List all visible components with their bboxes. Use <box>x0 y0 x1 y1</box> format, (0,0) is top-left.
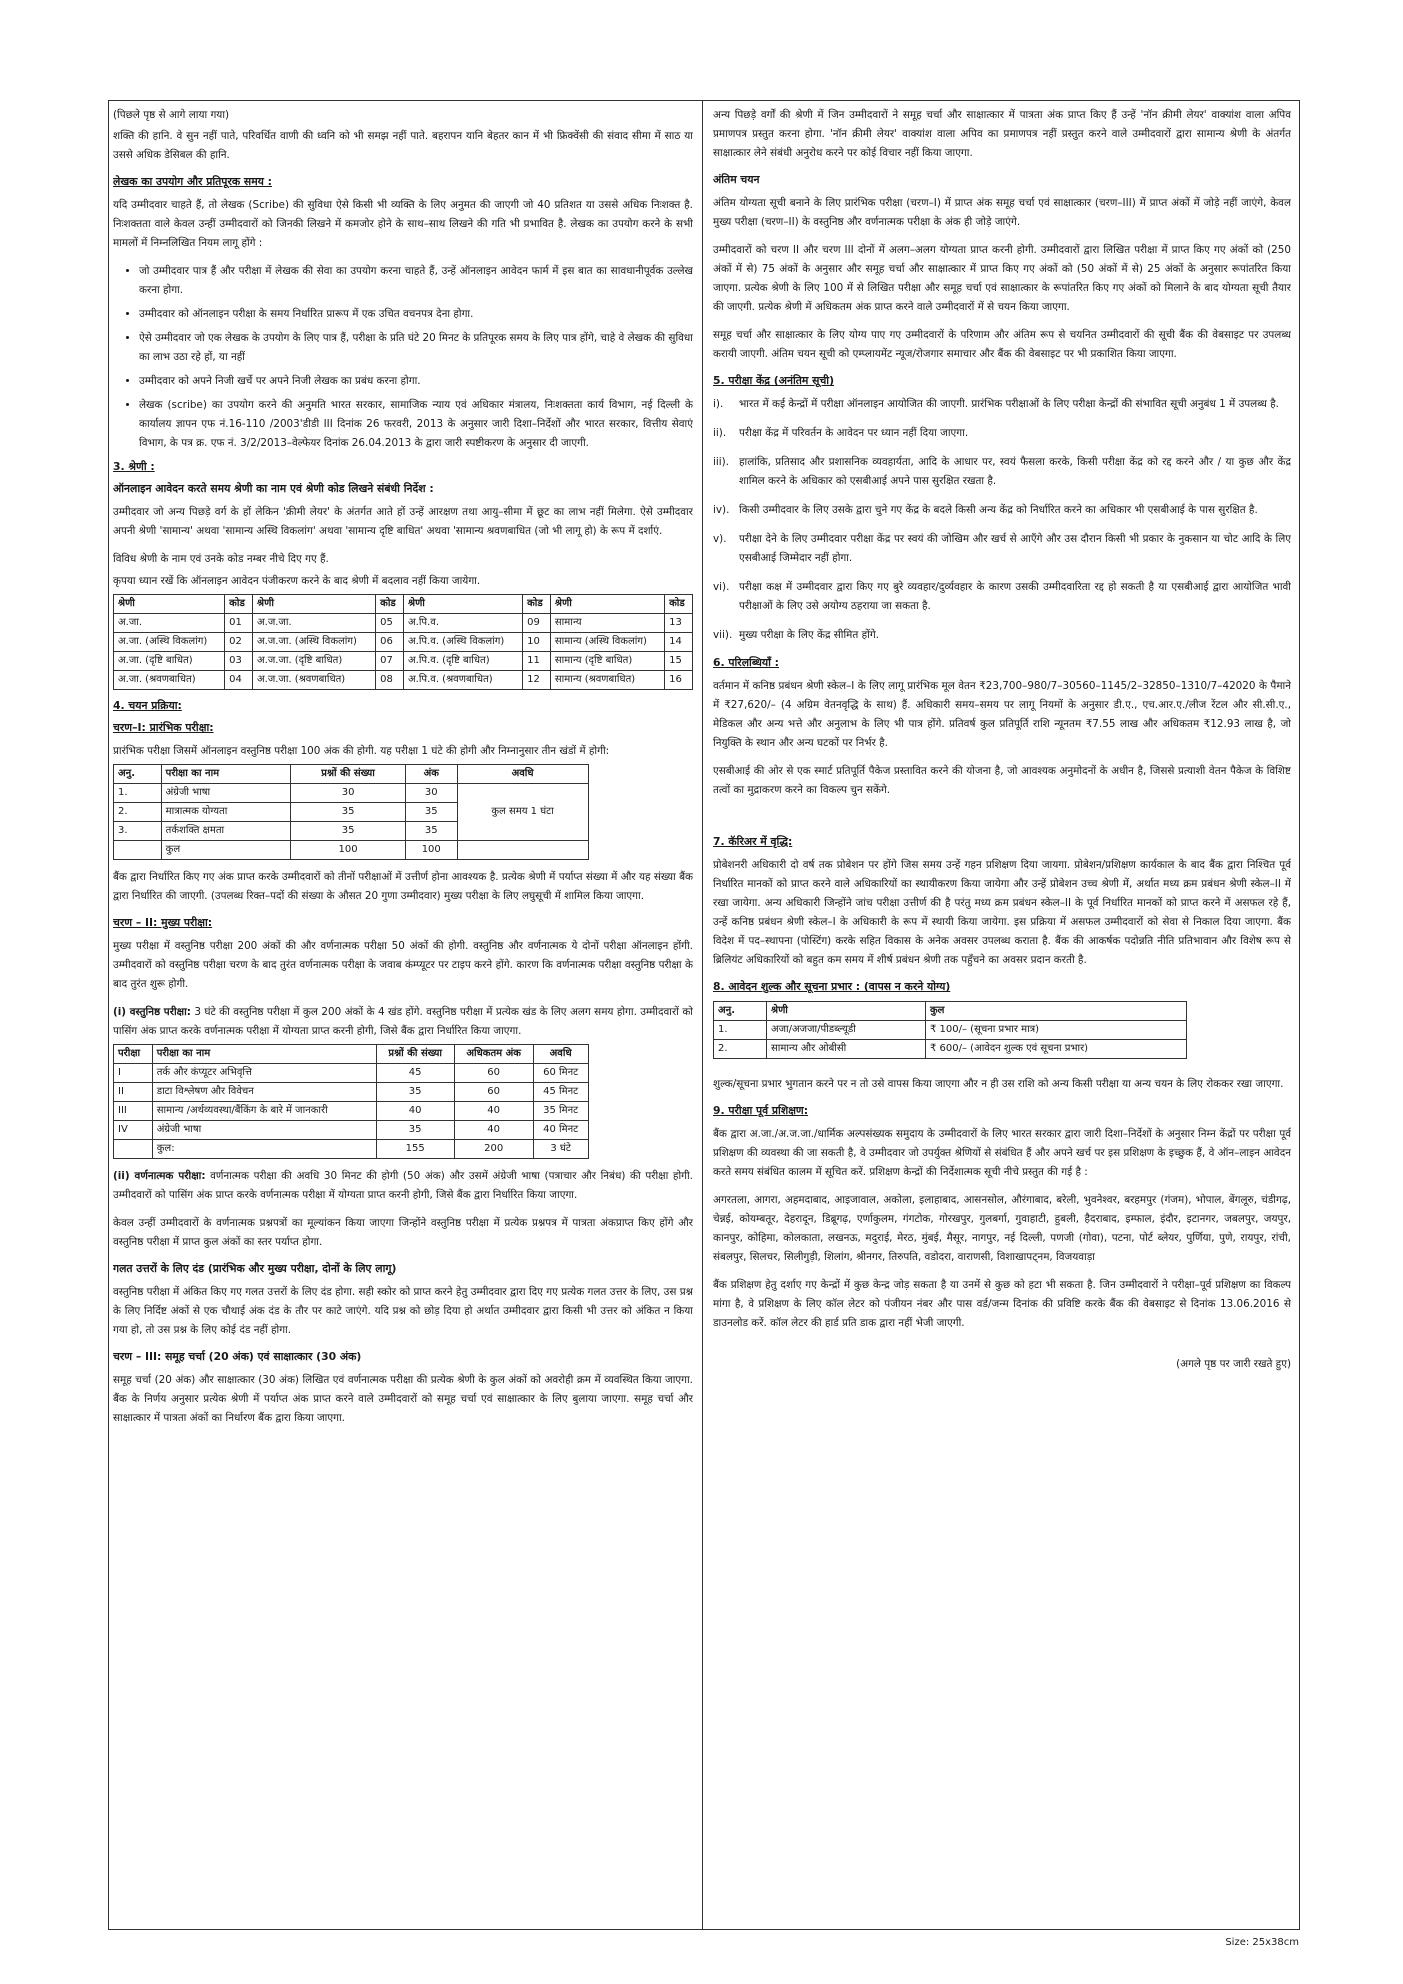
emoluments-para: वर्तमान में कनिष्ठ प्रबंधन श्रेणी स्केल–I के लिए लागू प्रारंभिक मूल वेतन ₹23,700–980/7–30560–1145/2–32850–1310/7–42020 के पैमाने में ₹27,620/– (4 अग्रिम वेतनवृद्धि के साथ) हैं. अधिकारी समय–समय पर लागू नियमों के अनुसार डी.ए., एच.आर.ए./लीज रेंटल और सी.सी.ए., मेडिकल और अन्य भत्ते और अनुलाभ के लिए भी पात्र होंगे. प्रतिवर्ष कुल प्रतिपूर्ति राशि न्यूनतम ₹7.55 लाख और अधिकतम ₹12.93 लाख है, जो नियुक्ति के स्थान और अन्य घटकों पर निर्भर है. <box>713 680 1291 749</box>
table-row <box>114 841 589 860</box>
list-number: v). <box>713 533 727 545</box>
table-cell: अ.जा. <box>114 614 225 633</box>
emoluments-heading: 6. परिलब्धियाँ : <box>713 656 779 669</box>
table-cell: 10 <box>523 633 551 652</box>
table-cell: 60 <box>454 1064 533 1083</box>
table-cell: सामान्य (श्रवणबाधित) <box>550 671 664 690</box>
list-item: • ऐसे उम्मीदवार जो एक लेखक के उपयोग के लिए पात्र हैं, परीक्षा के प्रति घंटे 20 मिनट के प्रतिपूरक समय के लिए पात्र होंगे, चाहे वे लेखक की सुविधा का लाभ उठा रहे हों, या नहीं <box>139 329 693 367</box>
list-item <box>713 626 1291 645</box>
table-cell: 3 घंटे <box>533 1140 588 1159</box>
table-cell: 45 <box>376 1064 454 1083</box>
final-para: समूह चर्चा और साक्षात्कार के लिए योग्य पाए गए उम्मीदवारों के परिणाम और अंतिम रूप से चयनित उम्मीदवारों की सूची बैंक की वेबसाइट पर उपलब्ध करायी जाएगी. अंतिम चयन सूची को एम्प्लायमेंट न्यूज/रोजगार समाचार और बैंक की वेबसाइट पर भी प्रकाशित किया जाएगा. <box>713 329 1291 360</box>
table-cell: 08 <box>376 671 404 690</box>
list-item <box>713 453 1291 491</box>
table-cell: अ.जा. (श्रवणबाधित) <box>114 671 225 690</box>
table-cell: ₹ 600/– (आवेदन शुल्क एवं सूचना प्रभार) <box>926 1040 1187 1059</box>
table-cell: कुल: <box>152 1140 376 1159</box>
category-subheading: ऑनलाइन आवेदन करते समय श्रेणी का नाम एवं श्रेणी कोड लिखने संबंधी निर्देश : <box>113 482 434 495</box>
list-text: मुख्य परीक्षा के लिए केंद्र सीमित होंगे. <box>739 629 879 641</box>
table-cell: 35 <box>291 803 406 822</box>
table-header: अवधि <box>457 765 588 784</box>
training-para: बैंक प्रशिक्षण हेतु दर्शाए गए केन्द्रों में कुछ केन्द्र जोड़ सकता है या उनमें से कुछ को हटा भी सकता है. जिन उम्मीदवारों ने परीक्षा–पूर्व प्रशिक्षण का विकल्प मांगा है, वे प्रशिक्षण के लिए कॉल लेटर को पंजीयन नंबर और पास वर्ड/जन्म दिनांक की प्रविष्टि करके बैंक की वेबसाइट से दिनांक 13.06.2016 से डाउनलोड करें. कॉल लेटर की हार्ड प्रति डाक द्वारा नहीं भेजी जाएगी. <box>713 1279 1291 1329</box>
objective-text: 3 घंटे की वस्तुनिष्ठ परीक्षा में कुल 200 अंकों के 4 खंड होंगे. वस्तुनिष्ठ परीक्षा में प्रत्येक खंड के लिए अलग समय होगा. उम्मीदवारों को पासिंग अंक प्राप्त करके वर्णनात्मक परीक्षा में योग्यता प्राप्त करनी होगी, जिसे बैंक द्वारा निर्धारित किया जाएगा. <box>113 1006 693 1037</box>
table-cell: 03 <box>225 652 253 671</box>
category-para: विविध श्रेणी के नाम एवं उनके कोड नम्बर नीचे दिए गए हैं. <box>113 553 329 565</box>
table-header: कोड <box>665 595 693 614</box>
table-header: श्रेणी <box>114 595 225 614</box>
stage1-heading: चरण–I: प्रारंभिक परीक्षा: <box>113 721 214 734</box>
stage3-heading: चरण – III: समूह चर्चा (20 अंक) एवं साक्षात्कार (30 अंक) <box>113 1350 362 1363</box>
continued-next-note: (अगले पृष्ठ पर जारी रखते हुए) <box>1176 1358 1291 1370</box>
list-item <box>713 395 1291 414</box>
table-cell: अंग्रेजी भाषा <box>161 784 291 803</box>
selection-heading: 4. चयन प्रक्रिया: <box>113 699 182 712</box>
table-cell: 60 मिनट <box>533 1064 588 1083</box>
table-header: अनु. <box>714 1002 767 1021</box>
table-cell: सामान्य <box>550 614 664 633</box>
table-cell: 2. <box>714 1040 767 1059</box>
table-cell: 2. <box>114 803 162 822</box>
table-cell: अंग्रेजी भाषा <box>152 1121 376 1140</box>
table-cell: 07 <box>376 652 404 671</box>
prelim-table <box>113 764 589 860</box>
table-header-row <box>714 1002 1187 1021</box>
list-text: परीक्षा केंद्र में परिवर्तन के आवेदन पर ध्यान नहीं दिया जाएगा. <box>739 427 969 439</box>
descriptive-label: (ii) वर्णनात्मक परीक्षा: <box>113 1170 206 1182</box>
intro-para: शक्ति की हानि. वे सुन नहीं पाते, परिवर्धित वाणी की ध्वनि को भी समझ नहीं पाते. बहरापन यानि बेहतर कान में भी फ्रिक्वेंसी की संवाद सीमा में साठ या उससे अधिक डेसिबल की हानि. <box>113 130 693 161</box>
stage1-para: बैंक द्वारा निर्धारित किए गए अंक प्राप्त करके उम्मीदवारों को तीनों परीक्षाओं में उत्तीर्ण होना आवश्यक है. प्रत्येक श्रेणी में पर्याप्त संख्या में और यह संख्या बैंक द्वारा निर्धारित की जाएगी. (उपलब्ध रिक्त–पदों की संख्या के औसत 20 गुणा उम्मीदवार) मुख्य परीक्षा के लिए लघुसूची में शामिल किया जाएगा. <box>113 871 693 902</box>
category-para: कृपया ध्यान रखें कि ऑनलाइन आवेदन पंजीकरण करने के बाद श्रेणी में बदलाव नहीं किया जायेगा. <box>113 575 481 587</box>
table-cell: 100 <box>291 841 406 860</box>
table-header: कोड <box>523 595 551 614</box>
stage1-para: प्रारंभिक परीक्षा जिसमें ऑनलाइन वस्तुनिष्ठ परीक्षा 100 अंक की होगी. यह परीक्षा 1 घंटे की होगी और निम्नानुसार तीन खंडों में होगी: <box>113 745 610 757</box>
table-cell: 06 <box>376 633 404 652</box>
table-header: प्रश्नों की संख्या <box>376 1045 454 1064</box>
continued-note: (पिछले पृष्ठ से आगे लाया गया) <box>113 109 230 121</box>
table-cell: अ.जा. (अस्थि विकलांग) <box>114 633 225 652</box>
table-cell: III <box>114 1102 153 1121</box>
table-cell: 35 मिनट <box>533 1102 588 1121</box>
table-cell: 04 <box>225 671 253 690</box>
right-column <box>713 106 1291 1924</box>
stage3-para: समूह चर्चा (20 अंक) और साक्षात्कार (30 अंक) लिखित एवं वर्णनात्मक परीक्षा की प्रत्येक श्रेणी के कुल अंकों को अवरोही क्रम में व्यवस्थित किया जाएगा. बैंक के निर्णय अनुसार प्रत्येक श्रेणी में पर्याप्त अंक प्राप्त करने वाले उम्मीदवारों को समूह चर्चा एवं साक्षात्कार के लिए बुलाया जाएगा. समूह चर्चा और साक्षात्कार में पात्रता अंकों का निर्धारण बैंक द्वारा किया जाएगा. <box>113 1374 693 1424</box>
table-cell: 45 मिनट <box>533 1083 588 1102</box>
left-column <box>113 106 693 1924</box>
table-cell: 100 <box>405 841 457 860</box>
table-header-row <box>114 595 693 614</box>
obc-para: अन्य पिछड़े वर्गों की श्रेणी में जिन उम्मीदवारों ने समूह चर्चा और साक्षात्कार में पात्रता अंक प्राप्त किए हैं उन्हें 'नॉन क्रीमी लेयर' वाक्यांश वाला अपिव प्रमाणपत्र प्रस्तुत करना होगा. 'नॉन क्रीमी लेयर' वाक्यांश वाला अपिव का प्रमाणपत्र नहीं प्रस्तुत करने वाले उम्मीदवारों द्वारा सामान्य श्रेणी के अंतर्गत साक्षात्कार लेने संबंधी अनुरोध करने पर कोई विचार नहीं किया जाएगा. <box>713 109 1291 159</box>
table-cell: 35 <box>376 1121 454 1140</box>
list-item <box>713 578 1291 616</box>
table-cell: II <box>114 1083 153 1102</box>
table-cell: अ.पि.व. (दृष्टि बाधित) <box>404 652 523 671</box>
table-header: प्रश्नों की संख्या <box>291 765 406 784</box>
table-header: परीक्षा का नाम <box>161 765 291 784</box>
table-cell: तर्क और कंप्यूटर अभिवृत्ति <box>152 1064 376 1083</box>
table-header: परीक्षा का नाम <box>152 1045 376 1064</box>
table-row <box>114 633 693 652</box>
table-cell: अ.पि.व. <box>404 614 523 633</box>
category-table <box>113 594 693 690</box>
table-header-row <box>114 765 589 784</box>
table-header: परीक्षा <box>114 1045 153 1064</box>
scribe-heading: लेखक का उपयोग और प्रतिपूरक समय : <box>113 175 273 188</box>
table-cell: 15 <box>665 652 693 671</box>
table-cell: 16 <box>665 671 693 690</box>
objective-para <box>113 1003 693 1041</box>
table-cell: अ.पि.व. (श्रवणबाधित) <box>404 671 523 690</box>
table-cell: अ.ज.जा. (श्रवणबाधित) <box>253 671 376 690</box>
table-header: श्रेणी <box>767 1002 926 1021</box>
table-cell <box>114 1140 153 1159</box>
stage2-heading: चरण – II: मुख्य परीक्षा: <box>113 916 213 929</box>
fee-para: शुल्क/सूचना प्रभार भुगतान करने पर न तो उसे वापस किया जाएगा और न ही उस राशि को अन्य किसी परीक्षा या अन्य चयन के लिए रोककर रखा जाएगा. <box>713 1078 1284 1090</box>
list-item <box>713 501 1291 520</box>
list-number: ii). <box>713 427 727 439</box>
table-cell: 05 <box>376 614 404 633</box>
final-para: उम्मीदवारों को चरण II और चरण III दोनों में अलग–अलग योग्यता प्राप्त करनी होगी. उम्मीदवारों द्वारा लिखित परीक्षा में प्राप्त किए गए अंकों को (250 अंकों में से) 75 अंकों के अनुसार और समूह चर्चा और साक्षात्कार में प्राप्त किए गए अंकों को (50 अंकों में से) 25 अंकों के अनुसार रूपांतरित किया जाएगा. प्रत्येक श्रेणी के लिए 100 में से लिखित परीक्षा और समूह चर्चा एवं साक्षात्कार के रूपांतरित किए गए अंकों को मिलाने के बाद योग्यता सूची तैयार की जाएगी. प्रत्येक श्रेणी में अधिकतम अंक प्राप्त करने वाले उम्मीदवारों में से चयन किया जाएगा. <box>713 244 1291 313</box>
table-header: श्रेणी <box>550 595 664 614</box>
table-cell: 02 <box>225 633 253 652</box>
scribe-bullets <box>113 262 693 453</box>
table-cell: 40 मिनट <box>533 1121 588 1140</box>
list-item <box>713 424 1291 443</box>
category-para: उम्मीदवार जो अन्य पिछड़े वर्ग के हों लेकिन 'क्रीमी लेयर' के अंतर्गत आते हों उन्हें आरक्षण तथा आयु–सीमा में छूट का लाभ नहीं मिलेगा. ऐसे उम्मीदवार अपनी श्रेणी 'सामान्य' अथवा 'सामान्य अस्थि विकलांग' अथवा 'सामान्य दृष्टि बाधित' अथवा 'सामान्य श्रवणबाधित (जो भी लागू हो) के रूप में दर्शाएं. <box>113 506 693 537</box>
table-cell: 40 <box>376 1102 454 1121</box>
final-para: अंतिम योग्यता सूची बनाने के लिए प्रारंभिक परीक्षा (चरण–I) में प्राप्त अंक समूह चर्चा एवं साक्षात्कार (चरण–III) में प्राप्त अंकों में जोड़े नहीं जाएंगे, केवल मुख्य परीक्षा (चरण–II) के वस्तुनिष्ठ और वर्णनात्मक परीक्षा के अंक ही जोड़े जाएंगे. <box>713 197 1291 228</box>
table-row <box>114 1121 589 1140</box>
main-exam-table <box>113 1044 589 1159</box>
table-row <box>114 614 693 633</box>
training-centres: अगरतला, आगरा, अहमदाबाद, आइजावाल, अकोला, इलाहाबाद, आसनसोल, औरंगाबाद, बरेली, भुवनेश्वर, बरहमपुर (गंजम), भोपाल, बेंगलूरु, चंडीगढ़, चेन्नई, कोयम्बतूर, देहरादून, डिब्रूगढ़, एर्णाकुलम, गंगटोक, गोरखपुर, गुलबर्गा, गुवाहाटी, हुबली, हैदराबाद, इम्फाल, इंदौर, इटानगर, जबलपुर, जयपुर, कानपुर, कोहिमा, कोलकाता, लखनऊ, मदुराई, मेरठ, मुंबई, मैसूर, नागपुर, नई दिल्ली, पणजी (गोवा), पटना, पोर्ट ब्लेयर, पुर्णिया, पुणे, रायपुर, रांची, संबलपुर, सिलचर, सिलीगुड़ी, शिलांग, श्रीनगर, तिरुपति, वडोदरा, वाराणसी, विशाखापट्नम, विजयवाड़ा <box>713 1194 1291 1263</box>
table-cell: 13 <box>665 614 693 633</box>
table-cell: 200 <box>454 1140 533 1159</box>
list-item: • जो उम्मीदवार पात्र हैं और परीक्षा में लेखक की सेवा का उपयोग करना चाहते हैं, उन्हें ऑनलाइन आवेदन फार्म में इस बात का सावधानीपूर्वक उल्लेख करना होगा. <box>139 262 693 300</box>
list-number: iv). <box>713 504 730 516</box>
table-header: श्रेणी <box>253 595 376 614</box>
list-number: vi). <box>713 581 730 593</box>
table-cell: 1. <box>114 784 162 803</box>
table-cell <box>457 841 588 860</box>
table-cell: तर्कशक्ति क्षमता <box>161 822 291 841</box>
list-item: • उम्मीदवार को अपने निजी खर्चे पर अपने निजी लेखक का प्रबंध करना होगा. <box>139 372 693 391</box>
table-cell: IV <box>114 1121 153 1140</box>
table-row <box>114 784 589 803</box>
emoluments-para: एसबीआई की ओर से एक स्मार्ट प्रतिपूर्ति पैकेज प्रस्तावित करने की योजना है, जो आवश्यक अनुमोदनों के अधीन है, जिससे प्रत्याशी वेतन पैकेज के विशिष्ट तत्वों का मुद्राकरण करने का विकल्प चुन सकेंगे. <box>713 765 1291 796</box>
table-row <box>114 1083 589 1102</box>
table-cell: 01 <box>225 614 253 633</box>
table-row <box>114 652 693 671</box>
list-text: भारत में कई केन्द्रों में परीक्षा ऑनलाइन आयोजित की जाएगी. प्रारंभिक परीक्षाओं के लिए परीक्षा केन्द्रों की संभावित सूची अनुबंध 1 में उपलब्ध है. <box>739 398 1279 410</box>
list-text: हालांकि, प्रतिसाद और प्रशासनिक व्यवहार्यता, आदि के आधार पर, स्वयं फैसला करके, किसी परीक्षा केंद्र को रद्द करने और / या कुछ और केंद्र शामिल करने के अधिकार को एसबीआई अपने पास सुरक्षित रखता है. <box>739 456 1291 487</box>
career-heading: 7. कॅरिअर में वृद्धि: <box>713 835 793 848</box>
descriptive-para: केवल उन्हीं उम्मीदवारों के वर्णनात्मक प्रश्नपत्रों का मूल्यांकन किया जाएगा जिन्होंने वस्तुनिष्ठ परीक्षा में प्रत्येक प्रश्नपत्र में पात्रता अंकप्राप्त किए होंगे और वस्तुनिष्ठ परीक्षा में प्राप्त कुल अंकों का स्तर पर्याप्त होगा. <box>113 1217 693 1248</box>
table-header: अनु. <box>114 765 162 784</box>
table-header: श्रेणी <box>404 595 523 614</box>
descriptive-para <box>113 1167 693 1205</box>
table-cell: अ.ज.जा. (अस्थि विकलांग) <box>253 633 376 652</box>
fee-table <box>713 1001 1187 1059</box>
table-row <box>714 1021 1187 1040</box>
table-cell: सामान्य /अर्थव्यवस्था/बैंकिंग के बारे में जानकारी <box>152 1102 376 1121</box>
penalty-para: वस्तुनिष्ठ परीक्षा में अंकित किए गए गलत उत्तरों के लिए दंड होगा. सही स्कोर को प्राप्त करने हेतु उम्मीदवार द्वारा दिए गए प्रत्येक गलत उत्तर के लिए, उस प्रश्न के लिए निर्दिष्ट अंकों से एक चौथाई अंक दंड के तौर पर काटे जाएंगे. यदि प्रश्न को छोड़ दिया हो अर्थात उम्मीदवार द्वारा किसी भी उत्तर को अंकित न किया गया हो, तो उस प्रश्न के लिए कोई दंड नहीं होगा. <box>113 1286 693 1336</box>
table-cell <box>114 841 162 860</box>
table-cell: 1. <box>714 1021 767 1040</box>
list-text: परीक्षा देने के लिए उम्मीदवार परीक्षा केंद्र पर स्वयं की जोखिम और खर्च से आएँगे और उस दौरान किसी भी प्रकार के नुकसान या चोट आदि के लिए एसबीआई जिम्मेदार नहीं होगा. <box>739 533 1291 564</box>
list-item: • उम्मीदवार को ऑनलाइन परीक्षा के समय निर्धारित प्रारूप में एक उचित वचनपत्र देना होगा. <box>139 305 693 324</box>
table-row <box>714 1040 1187 1059</box>
table-cell: 35 <box>405 822 457 841</box>
category-heading: 3. श्रेणी : <box>113 460 155 473</box>
table-cell: अ.ज.जा. <box>253 614 376 633</box>
duration-cell: कुल समय 1 घंटा <box>457 784 588 841</box>
list-text: किसी उम्मीदवार के लिए उसके द्वारा चुने गए केंद्र के बदले किसी अन्य केंद्र को निर्धारित करने का अधिकार भी एसबीआई के पास सुरक्षित है. <box>739 504 1258 516</box>
table-cell: 30 <box>405 784 457 803</box>
scribe-para: यदि उम्मीदवार चाहते हैं, तो लेखक (Scribe) की सुविधा ऐसे किसी भी व्यक्ति के लिए अनुमत की जाएगी जो 40 प्रतिशत या उससे अधिक निःशक्त है. निःशक्तता वाले केवल उन्हीं उम्मीदवारों को जिनकी लिखने में कमजोर होने के साथ–साथ लिखने की गति भी प्रभावित है. लेखक का उपयोग करने के सभी मामलों में निम्नलिखित नियम लागू होंगे : <box>113 199 693 249</box>
table-cell: 09 <box>523 614 551 633</box>
training-heading: 9. परीक्षा पूर्व प्रशिक्षण: <box>713 1104 809 1117</box>
table-row <box>114 671 693 690</box>
table-cell: सामान्य (दृष्टि बाधित) <box>550 652 664 671</box>
table-row <box>114 1140 589 1159</box>
list-number: vii). <box>713 629 733 641</box>
table-cell: 155 <box>376 1140 454 1159</box>
table-cell: सामान्य (अस्थि विकलांग) <box>550 633 664 652</box>
descriptive-text: वर्णनात्मक परीक्षा की अवधि 30 मिनट की होगी (50 अंक) और उसमें अंग्रेजी भाषा (पत्राचार और निबंध) की परीक्षा होगी. उम्मीदवारों को पासिंग अंक प्राप्त करके वर्णनात्मक परीक्षा में योग्यता प्राप्त करनी होगी, जिसे बैंक द्वारा निर्धारित किया जाएगा. <box>113 1170 693 1201</box>
page-size-label: Size: 25x38cm <box>1225 1937 1299 1948</box>
table-cell: 35 <box>376 1083 454 1102</box>
table-cell: 11 <box>523 652 551 671</box>
fee-heading: 8. आवेदन शुल्क और सूचना प्रभार : (वापस न करने योग्य) <box>713 980 951 993</box>
list-number: iii). <box>713 456 730 468</box>
table-cell: I <box>114 1064 153 1083</box>
list-text: परीक्षा कक्ष में उम्मीदवार द्वारा किए गए बुरे व्यवहार/दुर्व्यवहार के कारण उसकी उम्मीदवारिता रद्द हो सकती है या एसबीआई द्वारा आयोजित भावी परीक्षाओं के लिए उसे अयोग्य ठहराया जा सकता है. <box>739 581 1291 612</box>
table-cell: अ.ज.जा. (दृष्टि बाधित) <box>253 652 376 671</box>
centre-heading: 5. परीक्षा केंद्र (अनंतिम सूची) <box>713 374 835 387</box>
table-cell: 60 <box>454 1083 533 1102</box>
penalty-heading: गलत उत्तरों के लिए दंड (प्रारंभिक और मुख्य परीक्षा, दोनों के लिए लागू) <box>113 1262 397 1275</box>
column-divider <box>702 100 703 1930</box>
table-cell: 12 <box>523 671 551 690</box>
table-cell: अ.जा. (दृष्टि बाधित) <box>114 652 225 671</box>
table-header: कुल <box>926 1002 1187 1021</box>
career-para: प्रोबेशनरी अधिकारी दो वर्ष तक प्रोबेशन पर होंगे जिस समय उन्हें गहन प्रशिक्षण दिया जायगा. प्रोबेशन/प्रशिक्षण कार्यकाल के बाद बैंक द्वारा निश्चित पूर्व निर्धारित मानकों को प्राप्त करने वाले अधिकारियों का स्थायीकरण किया जायेगा और उन्हें प्रोबेशन उच्च श्रेणी में, अर्थात मध्य क्रम प्रबंधन श्रेणी स्केल–II में रखा जायेगा. अन्य अधिकारी जिन्होंने जांच परीक्षा उत्तीर्ण की है परंतु मध्य क्रम प्रबंधन स्केल–II के पूर्व निर्धारित मानकों को प्राप्त करने में असफल रहे हैं, उन्हें कनिष्ठ प्रबंधन श्रेणी स्केल–I के अधिकारी के रूप में स्थायी किया जायेगा. इस प्रक्रिया में असफल उम्मीदवारों को सेवा से निकाल दिया जाएगा. बैंक विदेश में पद–स्थापना (पोस्टिंग) करके सहित विकास के अनेक अवसर उपलब्ध कराता है. बैंक की आकर्षक पदोन्नति नीति प्रतिभावान और विशेष रूप से ब्रिलियंट अधिकारियों को बहुत कम समय में शीर्ष प्रबंधन श्रेणी तक पहुँचने का अवसर प्रदान करती है. <box>713 859 1291 966</box>
training-para: बैंक द्वारा अ.जा./अ.ज.जा./धार्मिक अल्पसंख्यक समुदाय के उम्मीदवारों के लिए भारत सरकार द्वारा जारी दिशा–निर्देशों के अनुसार निम्न केंद्रों पर परीक्षा पूर्व प्रशिक्षण की व्यवस्था की जा सकती है, वे उम्मीदवार जो उपर्युक्त श्रेणियों से संबंधित हैं और अपने खर्च पर इस प्रशिक्षण के इच्छुक हैं, वे ऑन–लाइन आवेदन करते समय संबंधित कालम में सूचित करें. प्रशिक्षण केन्द्रों की निर्देशात्मक सूची नीचे प्रस्तुत की गई है : <box>713 1128 1291 1178</box>
table-cell: 30 <box>291 784 406 803</box>
table-header: अधिकतम अंक <box>454 1045 533 1064</box>
table-cell: 14 <box>665 633 693 652</box>
table-cell: मात्रात्मक योग्यता <box>161 803 291 822</box>
table-row <box>114 1102 589 1121</box>
table-header: कोड <box>376 595 404 614</box>
list-item: • लेखक (scribe) का उपयोग करने की अनुमति भारत सरकार, सामाजिक न्याय एवं अधिकार मंत्रालय, निःशक्तता कार्य विभाग, नई दिल्ली के कार्यालय ज्ञापन एफ नं.16-110 /2003'डीडी III दिनांक 26 फरवरी, 2013 के अनुसार जारी दिशा–निर्देशों और भारत सरकार, वित्तीय सेवाएं विभाग, के पत्र क्र. एफ नं. 3/2/2013–वेल्फेयर दिनांक 26.04.2013 के द्वारा जारी स्पष्टीकरण के अनुसार दी जाएगी. <box>139 396 693 453</box>
table-cell: 40 <box>454 1102 533 1121</box>
table-header-row <box>114 1045 589 1064</box>
table-cell: 35 <box>291 822 406 841</box>
table-cell: सामान्य और ओबीसी <box>767 1040 926 1059</box>
table-cell: अ.पि.व. (अस्थि विकलांग) <box>404 633 523 652</box>
table-row <box>114 1064 589 1083</box>
table-cell: 40 <box>454 1121 533 1140</box>
table-cell: 35 <box>405 803 457 822</box>
objective-label: (i) वस्तुनिष्ठ परीक्षा: <box>113 1006 191 1018</box>
table-header: अंक <box>405 765 457 784</box>
table-header: अवधि <box>533 1045 588 1064</box>
list-item <box>713 530 1291 568</box>
table-cell: कुल <box>161 841 291 860</box>
list-number: i). <box>713 398 724 410</box>
table-header: कोड <box>225 595 253 614</box>
table-cell: ₹ 100/– (सूचना प्रभार मात्र) <box>926 1021 1187 1040</box>
table-cell: डाटा विश्लेषण और विवेचन <box>152 1083 376 1102</box>
table-cell: 3. <box>114 822 162 841</box>
table-cell: अजा/अजजा/पीडब्ल्यूडी <box>767 1021 926 1040</box>
final-selection-heading: अंतिम चयन <box>713 173 760 186</box>
stage2-para: मुख्य परीक्षा में वस्तुनिष्ठ परीक्षा 200 अंकों की और वर्णनात्मक परीक्षा 50 अंकों की होगी. वस्तुनिष्ठ और वर्णनात्मक ये दोनों परीक्षा ऑनलाइन होंगी. उम्मीदवारों को वस्तुनिष्ठ परीक्षा चरण के बाद तुरंत वर्णनात्मक परीक्षा के जवाब कंम्प्यूटर पर टाइप करने होंगे. कारण कि वर्णनात्मक परीक्षा वस्तुनिष्ठ परीक्षा के बाद तुरंत शुरू होगी. <box>113 940 693 990</box>
